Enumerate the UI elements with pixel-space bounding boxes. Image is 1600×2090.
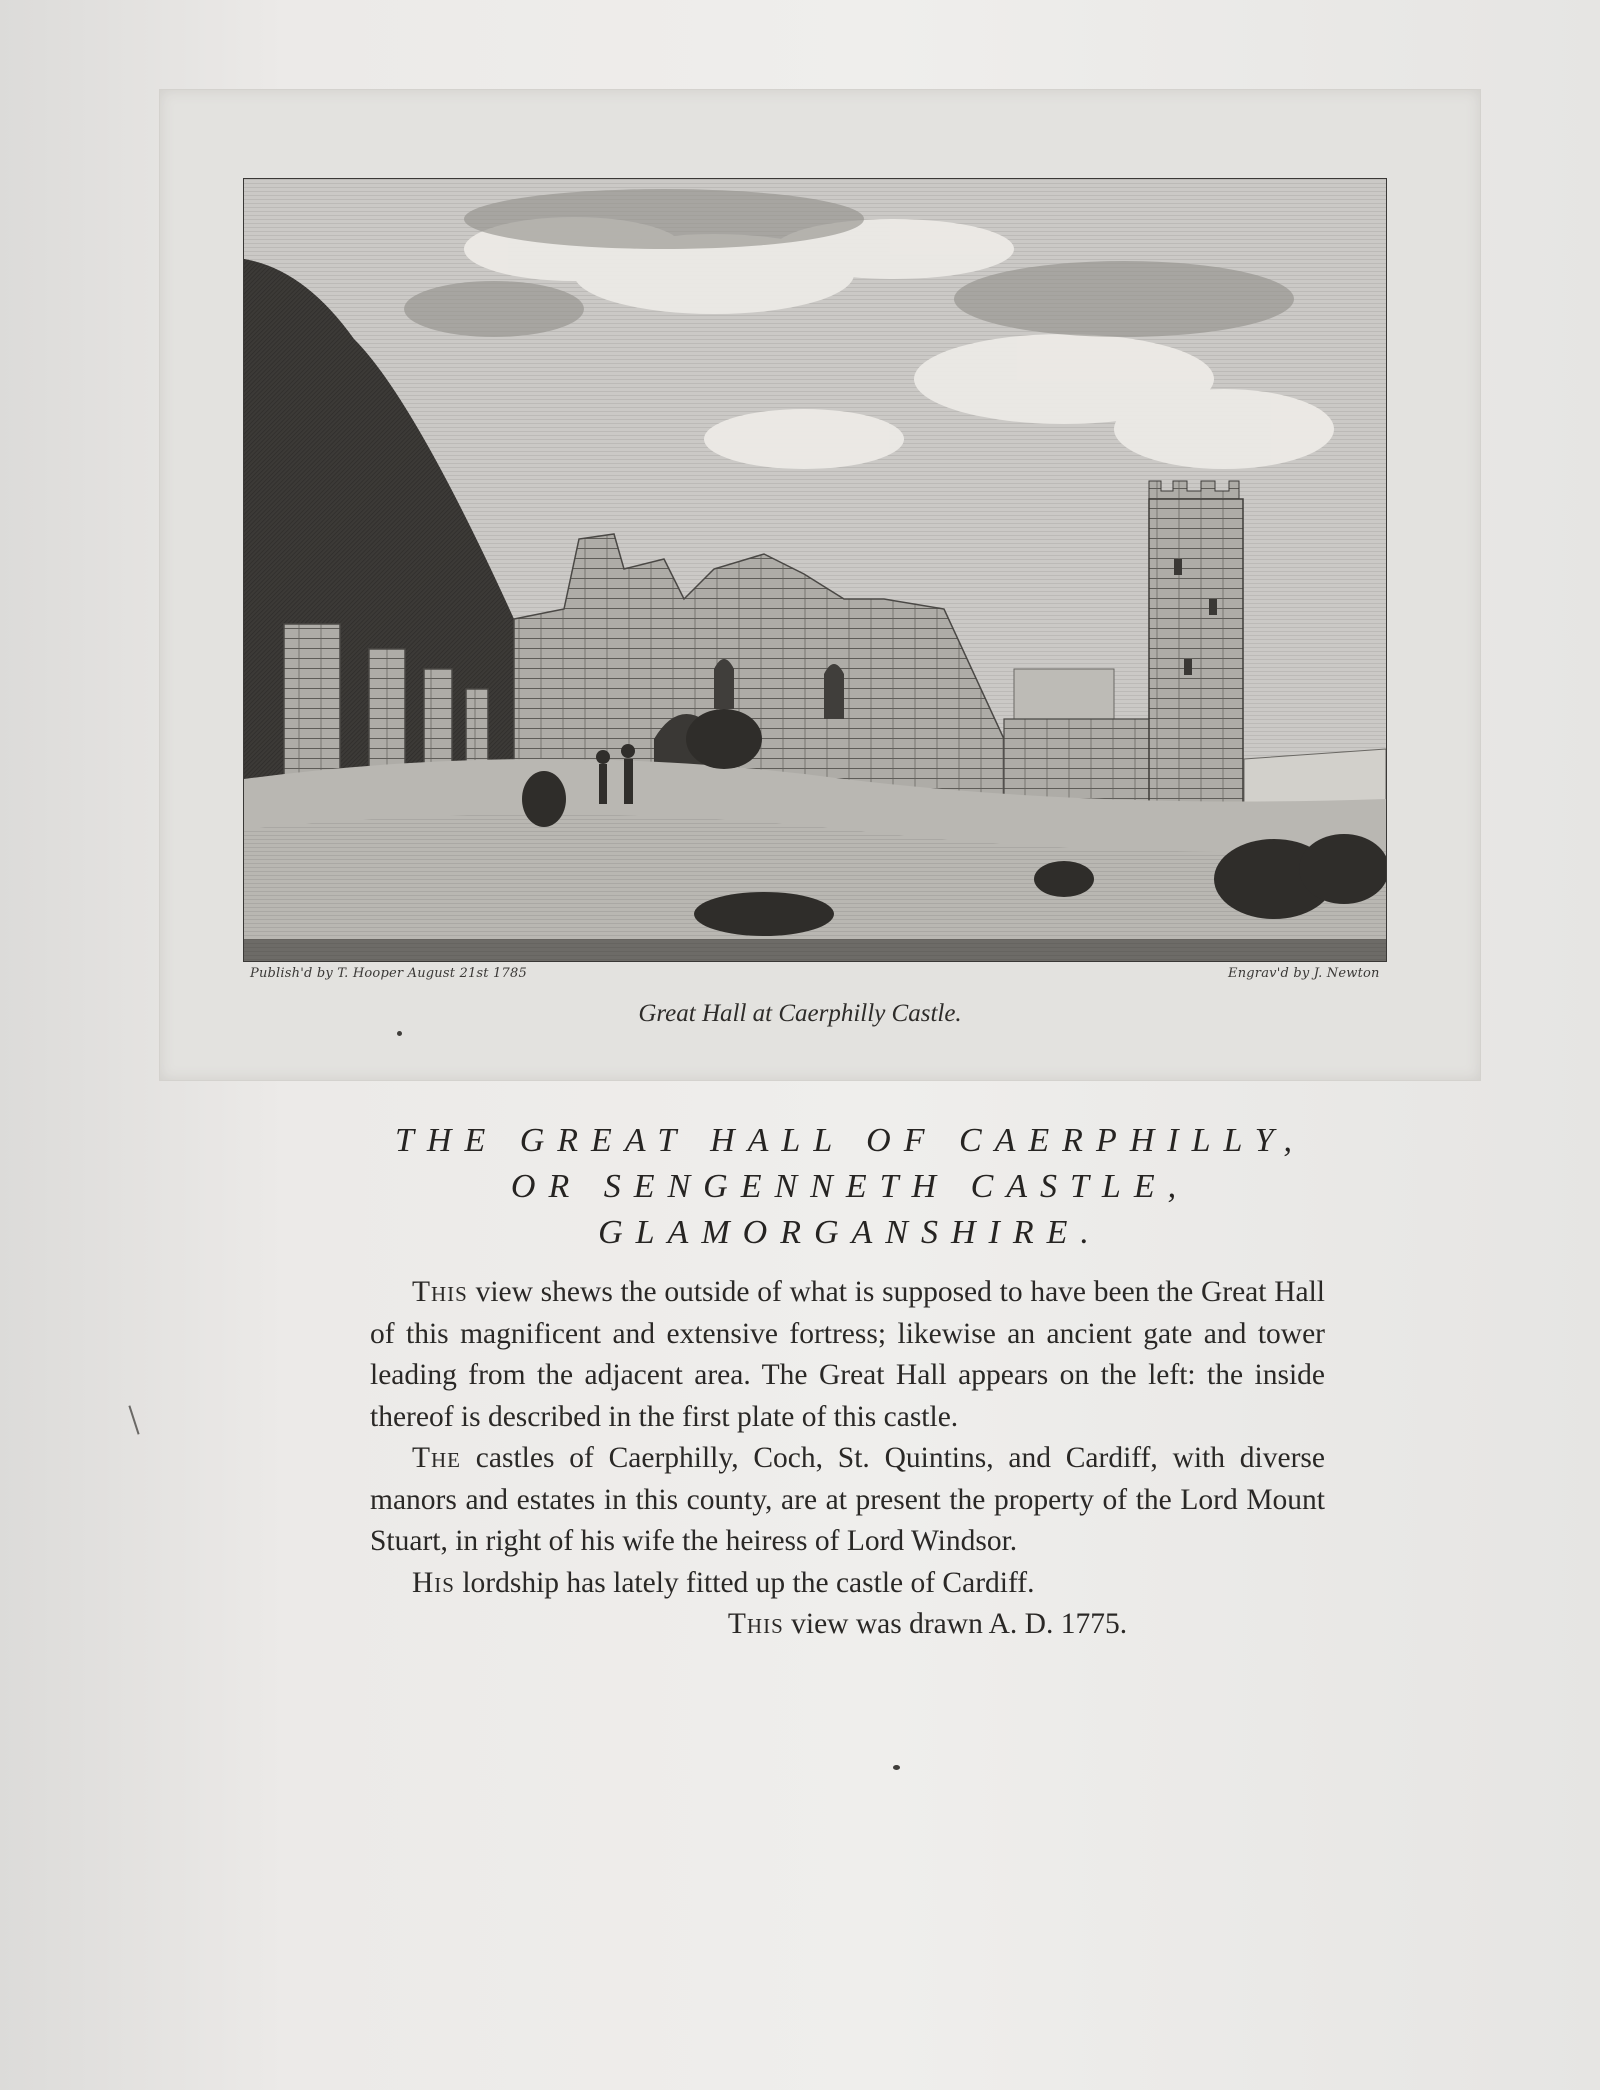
paragraph-4 [370, 1604, 1325, 1646]
article-body [370, 1272, 1325, 1646]
article-title [370, 1118, 1330, 1256]
ink-spot [893, 1765, 900, 1770]
paragraph-1 [370, 1272, 1325, 1438]
title-line-3: GLAMORGANSHIRE. [598, 1214, 1102, 1251]
paragraph-text: lordship has lately fitted up the castle of Cardiff. [454, 1566, 1035, 1599]
paragraph-text: castles of Caerphilly, Coch, St. Quintins, and Cardiff, with diverse manors and estates in this county, are at present the property of the Lord Mount Stuart, in right of his wife the heiress of Lord Windsor. [370, 1442, 1325, 1557]
paragraph-2 [370, 1438, 1325, 1563]
paragraph-lead: This [727, 1608, 784, 1640]
paragraph-lead: This [412, 1276, 468, 1308]
publisher-imprint: Publish'd by T. Hooper August 21st 1785 [250, 966, 527, 981]
paragraph-lead: The [412, 1442, 462, 1474]
engraver-imprint: Engrav'd by J. Newton [1228, 966, 1380, 981]
title-line-2: OR SENGENNETH CASTLE, [510, 1168, 1190, 1205]
paragraph-text: view was drawn A. D. 1775. [783, 1608, 1128, 1640]
title-line-1: THE GREAT HALL OF CAERPHILLY, [394, 1122, 1306, 1159]
ink-spot [397, 1031, 402, 1036]
paragraph-lead: His [412, 1566, 455, 1599]
engraving-image [243, 178, 1387, 962]
paragraph-3 [370, 1563, 1325, 1605]
plate-caption: Great Hall at Caerphilly Castle. [638, 1000, 962, 1027]
paragraph-text: view shews the outside of what is supposed to have been the Great Hall of this magnificent and extensive fortress; likewise an ancient gate and tower leading from the adjacent area. The Great Hall appears on the left: the inside thereof is described in the first plate of this castle. [370, 1276, 1325, 1433]
